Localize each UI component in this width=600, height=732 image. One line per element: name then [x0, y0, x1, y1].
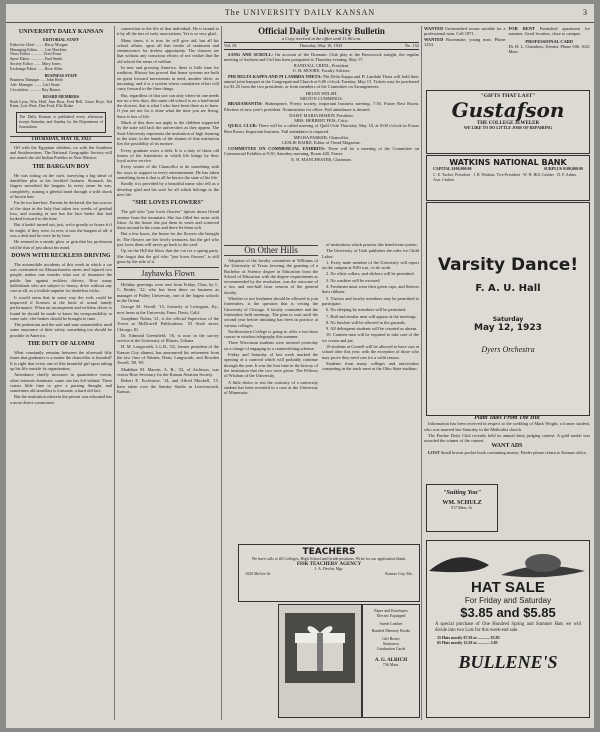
gift-item: Electric Equipped: [376, 612, 406, 618]
bank-officers: C. E. Tucker, President · J. B. Watkins, Vice-President · W. H. Hill, Cashier · D. F. Adam, Asst. Cashier: [433, 171, 577, 182]
wanted-heading: WANTED: [424, 36, 444, 42]
hat-sale-title: HAT SALE: [471, 579, 545, 596]
suiting-you: "Suiting You": [442, 489, 482, 496]
gift-photo-ad: [278, 604, 362, 718]
for-rent-heading: FOR RENT: [508, 26, 535, 31]
plain-tales-heading: Plain Tales From The Hill: [474, 416, 540, 421]
business-staff-heading: BUSINESS STAFF: [44, 72, 78, 78]
notice-box: The Daily Kansan is published every afternoon except Saturday and Sunday by the Department of Journalism.: [16, 112, 106, 132]
wanted-heading: WANTED: [424, 26, 444, 31]
notice-heading: QUILL CLUB:: [228, 123, 258, 129]
bulletin-subtitle: a Copy received at the office until 11:00 a.m.: [281, 36, 361, 41]
agency-street: 1020 McGee St.: [245, 570, 272, 576]
hat-sale-line: 35 Hats mostly $7.50 at ............ $3.85: [437, 635, 500, 640]
bank-name: WATKINS NATIONAL BANK: [449, 158, 567, 167]
dance-day: Saturday: [492, 316, 524, 323]
column-rule: [221, 26, 222, 720]
schulz-ad: [426, 484, 498, 532]
dance-hall: F. A. U. Hall: [475, 283, 541, 294]
classified-top: [424, 26, 590, 88]
notice-heading: BRADAMANTIS:: [228, 101, 263, 107]
editorial-staff-heading: EDITORIAL STAFF: [43, 37, 79, 42]
tailor-name: WM. SCHULZ: [442, 500, 482, 506]
teachers-ad-title: TEACHERS: [302, 547, 356, 557]
store-name: A. G. ALRICH: [374, 657, 408, 663]
teachers-ad-text: We have calls to fill Colleges, High School and Grade positions. Write for our application blank.: [251, 556, 407, 561]
notice-heading: SANG AND SCROLL:: [228, 51, 273, 57]
gustafson-logo: Gustafson: [451, 98, 565, 122]
jayhawks-flown-heading: Jayhawks Flown: [117, 267, 219, 280]
agency-city: Kansas City, Mo.: [385, 570, 413, 576]
hat-sale-prices: $3.85 and $5.85: [460, 605, 556, 620]
hat-sale-line: 65 Hats mostly 12.50 at ............ 5.85: [437, 639, 498, 645]
bargain-boy-heading: THE BARGAIN BOY: [32, 163, 90, 170]
news-column: of institutions which possess this beneficent system. The University of Utah publishes the rules for Child Labor: 1. Every male member of the University will report on the campus at 8:00 a.m., to do work. 2. No white collars, and slickers will be permitted. 3. No roadster will be excused. 4. Freshmen must wear their green caps, and Seniors their ribbons. 5. Visitors and faculty members may be permitted to participate. 6. No sleeping by members will be permitted. 7. Bull and similar men will appear at the meetings. 8. No lunches will be allowed in the grounds. 9. All delinquent students will be counted as absent. 10. Canteen men will be required to take care of the ice cream and pie. 10 students at Cornell will be allowed to have cars at school after this year, with the exception of those who may prove they need cars for a valid reason. Students from many colleges and universities competing in the track meet at the Ohio State stadium.: [322, 242, 419, 372]
newspaper-page: [6, 4, 594, 728]
notice-signature: E. H. MANCHESTER, Chairman.: [291, 157, 352, 163]
other-hills-heading: On Other Hills: [224, 245, 318, 256]
gustafson-ad: [426, 90, 590, 154]
varsity-dance-ad: [426, 202, 590, 416]
watkins-bank-ad: [426, 155, 590, 201]
bulletin-title: Official Daily University Bulletin: [258, 26, 385, 36]
gift-item: Suede Leather: [379, 620, 403, 626]
plain-tales-column: Plain Tales From The Hill Information has been received in respect to the wedding of Mark Wright, a former student, who was married last Saturday in the Methodist church. The Purdue Dairy Club recently held its annual dairy judging contest. A gold medal was awarded the winner of the contest. WANT ADS LOST Small brown pocket book containing money. Finder please return to Kansan office.: [424, 416, 590, 455]
notice-signature: HELEN WELSH.: [305, 90, 338, 96]
bank-surplus: SURPLUS $100,000.00: [543, 166, 583, 171]
notice-signature: MRS. HERBERT FEIS, Critic.: [294, 118, 349, 124]
masthead-title: The UNIVERSITY DAILY KANSAN: [224, 8, 376, 17]
column-rule: [421, 26, 422, 720]
gift-item: Bonded Memory Books: [371, 628, 411, 634]
store-address: 736 Mass.: [382, 661, 400, 667]
gift-item: Gift Boxes: [382, 636, 400, 642]
hat-sale-body: A special purchase of One Hundred Spring and Summer Hats we will divide into two Lots for this week-end sale.: [435, 622, 581, 633]
notice-signature: MELBA PARKER, Chancellor.: [293, 135, 350, 141]
agency-name: FISK TEACHERS' AGENCY: [296, 561, 362, 567]
teachers-ad: [238, 544, 420, 602]
she-loves-flowers-heading: "SHE LOVES FLOWERS": [131, 200, 204, 207]
bulletin-number: No. 152: [404, 43, 419, 49]
notice-signature: U. H. MOORE, Faculty Adviser.: [292, 68, 351, 74]
notice-heading: PHI DELTA KAPPA AND PI LAMBDA THETA:: [228, 73, 322, 79]
notice-heading: COMMITTEE ON COMMERCIAL EXHIBITS:: [228, 145, 326, 151]
stationery-ad: [362, 604, 420, 718]
notice-signature: DAISY MARIA BISHOP, President.: [289, 112, 354, 118]
column-rule: [114, 26, 115, 720]
duty-of-alumni-heading: THE DUTY OF ALUMNI: [27, 341, 95, 348]
gift-item: Paper and Envelopes: [374, 608, 408, 613]
hat-drawings-icon: [427, 541, 587, 579]
dance-orchestra: Dyers Orchestra: [481, 345, 535, 354]
gift-item: Stationery: [382, 640, 400, 646]
bulletin-date: Thursday, May 10, 1923: [299, 43, 343, 49]
dance-title: Varsity Dance!: [437, 255, 579, 275]
bulletin-info-bar: [224, 42, 419, 49]
college-jeweler: THE COLLEGE JEWELER: [476, 121, 540, 126]
notice-signature: RANDALL CREEL, President.: [293, 63, 350, 69]
features-column: connection to the life of that individual. He is bound to it by all the ties of early associations. Yet is so very glad. Many times, it is true, he will give aid, but all his school affairs, upon all that tender of sentiment and reminiscence for tireless opportunity. The chances are that without any conscious efforts of not realize that the old school the sense of welfare. In new and growing America, there is little time for tradition. History has proved that home systems are built on great forward movements in need, another drive, as incoming, and it is a system where cumulative effort will carry forward to the finer things. But, regardless of that sort can only where in one needs nor no a few days, this same old school is on a hard-mind the slowest, that is what I who have been there as to have. If you are not for it done what the time you are living, there is lots of life. Much of this does not apply to the children supported by the state will lack the universities as they appear. The State University represents the institution of high learning in the state, in the hands of the alumni of that institution lies the possibility of its nurture. Every graduate owes a debt. It is a duty of those old timers of the fraternities to which life brings by their loyal active service. Every winter of the Chancellor to do something with his ways to support in every entertainment. He has taken something from it that is all he knows the state of his life. Kindly it is provided by a beautiful name who fell as a dewdrop glad and his soul for all which belongs to the new life. "SHE LOVES FLOWERS" The girl who "just loves flowers" tiptoes down Oread avenue from the mountain. She has filled her arms with lilacs. At the house she put them in vases and scattered them around in the room and there let them wilt. But a few hours, the house for the flowers she brought in. The flowers are her lovely treasures, but the girl who just loves them will never go back to the yard. Up on the Hill the lilacs that she cut for a spring party. She forgot that the girl who "just loves flowers" is still gone by the side of it. Jayhawks Flown Holiday greetings were sent from Friday, Chas. by L. C. Reider, '22, who has been there on business as manager of Pulley University, one of the largest schools in the Orient. George M. Verrall, '15, formerly at Lexington, Ky., now hears at the University Farm, Davis, Calif. Josephine Nolan, '21, is the official Supervisor of the Tower at McDowell Publications, '23 Sixth street, Chicago, Ill. Dr. Edmund Greenfield, '16, is now in the survey service at the University of Illinois, Urbana. H. M. Longworth, L.L.B., '02, former president of the Kansas City alumni, has announced his retirement from the law firm of Warner, Dean, Langworth, and Bowden Terrell, '08, '09. Madeline M. Marvin, A. B., '22, of Atchison, was visitor Rose Secretary for the Kansas Aviation Society. Robert E. Ecclestine, '14, and Alfred Mitchell, '15, have taken over the Sunday Studio in Leavenworth, Kansas.: [117, 26, 219, 394]
gift-item: Graduation Cards: [376, 645, 406, 651]
university-bulletin: Official Daily University Bulletin a Copy received at the office until 11:00 a.m. Vol. IX Thursday, May 10, 1923 No. 152 SANG AND SCROLL: On account of the Dramatic Club play at the Bowersock tonight, the regular meeting of Sachem and Owl has been postponed to Thursday evening, May 17. RANDALL CREEL, President. U. H. MOORE, Faculty Adviser. PHI DELTA KAPPA AND PI LAMBDA THETA: Phi Delta Kappa and Pi Lambda Theta will hold their annual joint banquet at the Congregational Church at 6:00 o'clock Tuesday, May 15. Tickets may be purchased for $1.25 from the two presidents, or from members of the Committee on Arrangements. HELEN WELSH. MILTON CUMMINGS. BRADAMANTIS: Shakespeare, Poetry society, important business meeting, 7:30, Fraser Rest Room. Election of new year's president. Nominations for office. Full attendance is desired. DAISY MARIA BISHOP, President. MRS. HERBERT FEIS, Critic. QUILL CLUB: There will be a called meeting of Quill Club Thursday, May 10, at 8:00 o'clock in Fraser Rest Room. Important business. Full attendance is required. MELBA PARKER, Chancellor. LESLIE BAIRD, Editor of Oread Magazine. COMMITTEE ON COMMERCIAL EXHIBITS: There will be a meeting of the Committee on Commercial Exhibits at 9:30, Saturday morning, Room 420, Fraser. E. H. MANCHESTER, Chairman.: [224, 26, 419, 163]
notice-signature: MILTON CUMMINGS.: [300, 95, 343, 101]
paper-name: UNIVERSITY DAILY KANSAN: [18, 29, 104, 35]
gift-box-icon: [285, 613, 355, 683]
bullenes-hat-sale-ad: [426, 540, 590, 718]
page-number: 3: [583, 8, 588, 17]
dance-date: May 12, 1923: [474, 323, 542, 333]
bullenes-logo: BULLENE'S: [458, 651, 558, 672]
jeweler-tagline: WE LIKE TO DO LITTLE JOBS OF REPAIRING: [463, 125, 553, 130]
want-ads-heading: WANT ADS: [491, 443, 523, 450]
date-line: THURSDAY, MAY 10, 1923: [10, 136, 112, 143]
agency-address: [239, 572, 419, 577]
board-members-heading: BOARD MEMBERS: [42, 93, 80, 99]
wanted-classified: WANTED Unfurnished rooms suitable for a professional man. Call 1871. WANTED Roommate, young man. Phone 1234.: [424, 26, 506, 47]
notice-signature: LESLIE BAIRD, Editor of Oread Magazine.: [282, 140, 361, 146]
professional-card-heading: PROFESSIONAL CARD: [525, 38, 574, 44]
masthead: [6, 8, 594, 23]
tailor-address: 917 Mass. St.: [451, 505, 473, 510]
bulletin-volume: Vol. IX: [224, 43, 237, 49]
lost-heading: LOST: [428, 449, 440, 455]
gifts-that-last: "GIFTS THAT LAST": [480, 93, 536, 99]
bank-capital: CAPITAL $100,000.00: [433, 166, 472, 171]
editorial-column: UNIVERSITY DAILY KANSAN EDITORIAL STAFF Editor-in-Chief ........ Harry Morgan Managing Editor ...... Lee Hawkins News Editor ............ Fred Foust Sport Editor ............. Paul Smith Society Editor ....... Mary Jones Exchange Editor ...... Rose Allen BUSINESS STAFF Business Manager ..... John Reid Adv. Manager ........ Carl Stone Circulation ............ Ray Barnes BOARD MEMBERS Ruth Lyon, Wm. Hall, Ann Ross, Fred Bell, Grace Hoyt, Ted Kane, Lois Ware, Dan Ford, Ella Drake The Daily Kansan is published every afternoon except Saturday and Sunday by the Department of Journalism. THURSDAY, MAY 10, 1923 Off with the Egyptian children, on with the Southern and Southwestern. The National Geographic Society will not match the old Indian Pueblos in New Mexico. THE BARGAIN BOY He was sitting on the curb, surveying a big sheaf of dandelion plus at his freckled features. Stomach, his fingers smoothed the bargain. In every sense he was, completely, ruining a gleeful hand through a wild shock of brown hair. Far be too barefoot. Parents he declared, the last sorrow of the days in the lady that taken two weeks of gradual loss, and wasting in sun has the face broke that had looked forward to the time. But it hadn't turned out, just, we're greatly so house it if he might, if they were, in ever, it was the bargain of all; it was a deal and he were he by here. He seemed in a steady glow or grin that his profession will be that of just about his mind. DOWN WITH RECKLESS DRIVING The automobile accidents of this week in which a car was overturned on Massachusetts street and injured two people, makes one wonder what sort of insurance the public has against reckless drivers. How many individuals who are subject to frenzy, drive without any care at all, as a foolish impulse for doubtless tricks. It would seem that in some way the evils could be improved if licenses at the basis of actual family performance. When an incompetent and reckless driver is found he should be made to know his irresponsibility to some safe, else brakes should be brought to time. The pedestrian and the safe and sane automobilist need some assurance of their safety, something too should be possible in America. THE DUTY OF ALUMNI What constantly remains between the aforesaid fifty times that graduates is a matter the chancellor is founded? It is right that every one of this beautiful girl upon taking up his life outside its organization. Attendance chiefly increases in quantitative extent, other interests dominate, some one has left behind. There comes little time to give a passing thought, and sometimes old steadfast is fortunate, a hard old fact. But the institution wherein the person was educated has a more direct connection.: [10, 29, 112, 405]
gift-box-image: [285, 613, 355, 683]
reckless-driving-heading: DOWN WITH RECKLESS DRIVING: [11, 252, 111, 259]
for-rent-classified: FOR RENT Furnished apartment for summer. Good location, close to campus. PROFESSIONAL CARD Dr. H. L. Chambers, Dentist. Phone 506. 1021 Mass.: [508, 26, 590, 55]
other-hills-column: On Other Hills Adoption of the faculty committee at Williams of the University of Texas favoring the granting of a Bachelor of Science degree in Education from the School of Education with the degree requirements as recommended by the resolution, was the outcome of a two and one-half hour session of the general faculty. Whether or not freshmen should be allowed to join fraternities, is the question that is vexing the University of Chicago. A faculty committee and the fraternities held meetings. The plan to wait until the second year before initiating has been in practice at various colleges. Northwestern College is going to offer a two-hour course in wireless telegraphy this summer. Three Wisconsin students were arrested yesterday on a charge of engaging in a counterfeiting scheme. Friday and Saturday of last week marked the opening of a carnival which will probably continue through the year. It was the first time in the history of the institution that the two were given. The Fellows of Wisdom of the University. A little desire to test the curiosity of a university student has been revealed in a case at the University of Minnesota.: [224, 245, 318, 396]
hat-sale-days: For Friday and Saturday: [464, 596, 552, 605]
agency-manager: J. A. Devlin, Mgr.: [314, 565, 344, 571]
